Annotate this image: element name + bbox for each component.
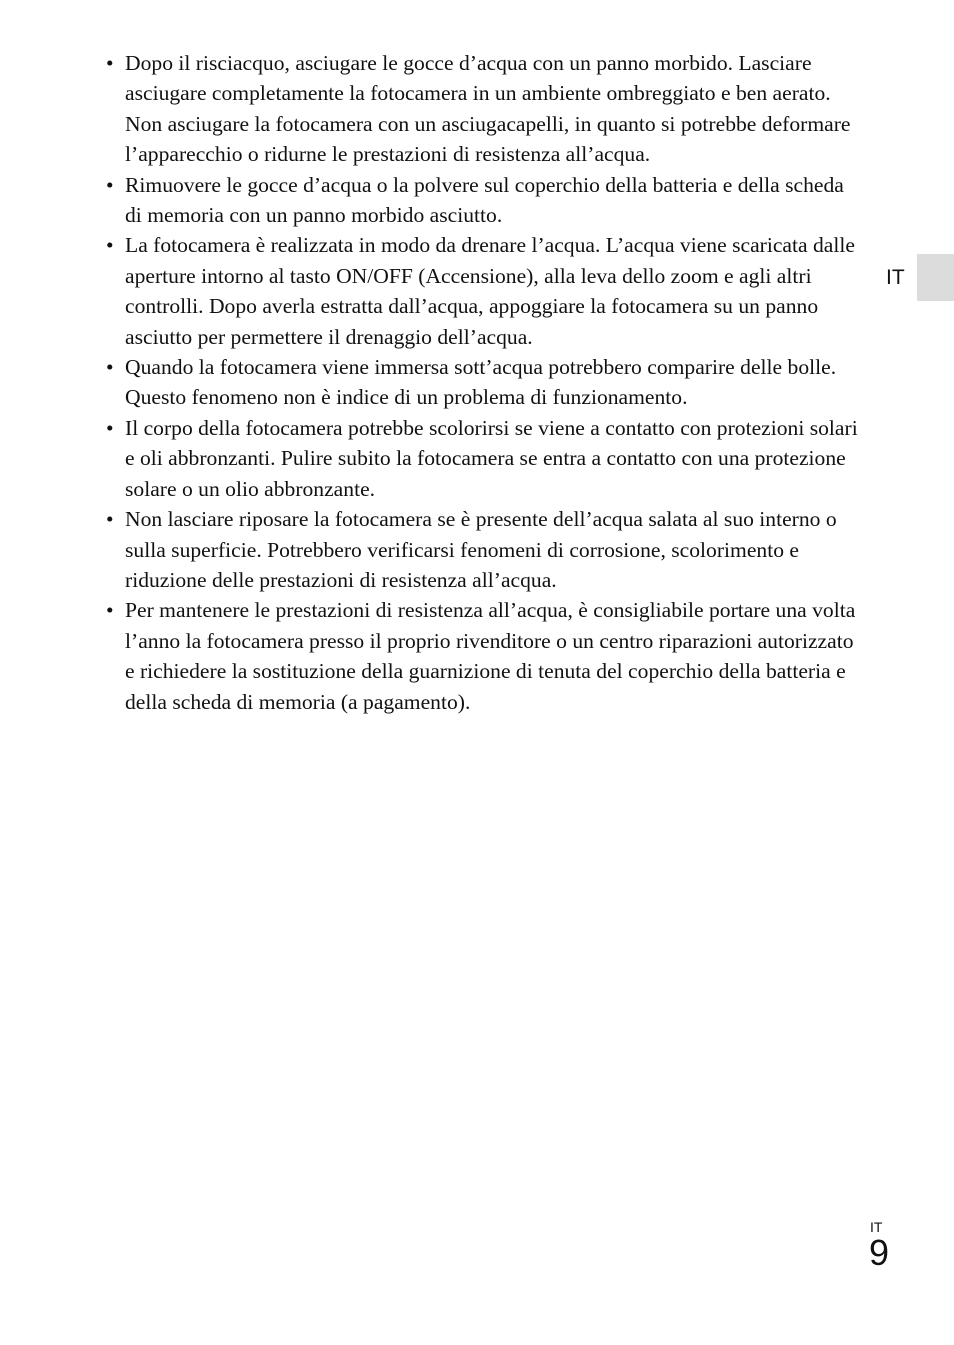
bullet-text: Il corpo della fotocamera potrebbe scolorirsi se viene a contatto con protezioni solari e oli abbronzanti. Pulire subito la fotocamera se entra a contatto con una protezione solare o un olio abbronzante. (125, 415, 858, 501)
bullet-text: Quando la fotocamera viene immersa sott’acqua potrebbero comparire delle bolle. Questo fenomeno non è indice di un problema di funzionamento. (125, 355, 837, 410)
bullet-mark: • (106, 51, 114, 75)
bullet-text: La fotocamera è realizzata in modo da drenare l’acqua. L’acqua viene scaricata dalle aperture intorno al tasto ON/OFF (Accensione), alla leva dello zoom e agli altri controlli. Dopo averla estratta dall’acqua, appoggiare la fotocamera su un panno asciutto per permettere il drenaggio dell’acqua. (125, 233, 855, 349)
bullet-mark: • (106, 598, 114, 623)
list-item (106, 413, 866, 504)
list-item (106, 48, 866, 170)
language-tab-label: IT (886, 266, 905, 289)
list-item (106, 504, 866, 595)
bullet-list (106, 48, 866, 717)
bullet-mark: • (106, 507, 114, 532)
list-item (106, 170, 866, 231)
bullet-text: Rimuovere le gocce d’acqua o la polvere sul coperchio della batteria e della scheda di memoria con un panno morbido asciutto. (125, 172, 844, 228)
language-tab-marker (917, 254, 954, 301)
page-language-code: IT (870, 1219, 883, 1235)
bullet-mark: • (106, 355, 114, 380)
bullet-text: Non lasciare riposare la fotocamera se è presente dell’acqua salata al suo interno o sulla superficie. Potrebbero verificarsi fenomeni di corrosione, scolorimento e riduzione delle prestazioni di resistenza all’acqua. (125, 507, 837, 592)
bullet-mark: • (106, 233, 114, 258)
bullet-text: Dopo il risciacquo, asciugare le gocce d’acqua con un panno morbido. Lasciare asciugare completamente la fotocamera in un ambiente ombreggiato e ben aerato. Non asciugare la fotocamera con un asciugacapelli, in quanto si potrebbe deformare l’apparecchio o ridurne le prestazioni di resistenza all’acqua. (125, 51, 851, 167)
bullet-mark: • (106, 172, 114, 197)
list-item (106, 230, 866, 352)
bullet-text: Per mantenere le prestazioni di resistenza all’acqua, è consigliabile portare una volta l’anno la fotocamera presso il proprio rivenditore o un centro riparazioni autorizzato e richiedere la sostituzione della guarnizione di tenuta del coperchio della batteria e della scheda di memoria (a pagamento). (125, 598, 856, 714)
bullet-mark: • (106, 415, 114, 440)
list-item (106, 352, 866, 413)
page-number: 9 (869, 1232, 890, 1273)
list-item (106, 595, 866, 717)
